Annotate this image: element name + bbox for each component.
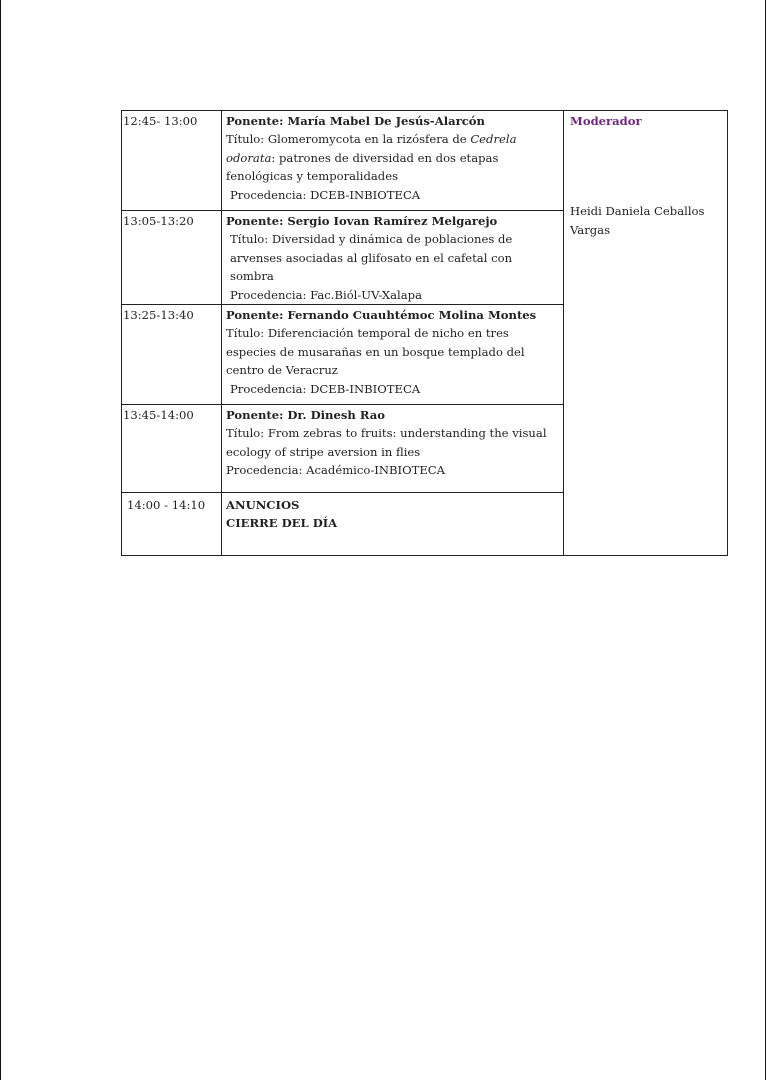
species-name: Cedrela odorata [226, 132, 517, 165]
talk-origin: Procedencia: DCEB-INBIOTECA [230, 381, 421, 396]
time-label: 12:45- 13:00 [123, 114, 198, 128]
speaker-name: Ponente: Dr. Dinesh Rao [226, 408, 385, 423]
time-label: 14:00 - 14:10 [127, 498, 206, 513]
time-label: 13:45-14:00 [123, 408, 194, 423]
speaker-name: Ponente: Sergio Iovan Ramírez Melgarejo [226, 214, 498, 228]
talk-title: Título: Diferenciación temporal de nicho en tres especies de musarañas en un bosque templado del centro de Veracruz [226, 326, 525, 378]
announcements-label: ANUNCIOS [226, 498, 300, 513]
moderator-name: Heidi Daniela Ceballos Vargas [570, 204, 705, 237]
time-cell [122, 305, 222, 405]
speaker-name: Ponente: Fernando Cuauhtémoc Molina Montes [226, 308, 537, 323]
time-cell [122, 493, 222, 556]
talk-cell [222, 493, 564, 556]
time-label: 13:25-13:40 [123, 308, 194, 323]
moderator-label: Moderador [570, 114, 642, 128]
time-cell [122, 111, 222, 211]
talk-title: Título: Glomeromycota en la rizósfera de Cedrela odorata: patrones de diversidad en dos etapas fenológicas y temporalidades [226, 132, 517, 184]
closing-label: CIERRE DEL DÍA [226, 516, 338, 531]
talk-origin: Procedencia: Fac.Biól-UV-Xalapa [230, 287, 423, 302]
moderator-cell [564, 111, 728, 556]
talk-origin: Procedencia: DCEB-INBIOTECA [230, 187, 421, 202]
time-cell [122, 405, 222, 493]
talk-cell [222, 111, 564, 211]
talk-cell [222, 211, 564, 305]
talk-title: Título: Diversidad y dinámica de poblaciones de arvenses asociadas al glifosato en el cafetal con sombra [230, 232, 513, 284]
speaker-name: Ponente: María Mabel De Jesús-Alarcón [226, 114, 485, 128]
schedule-table [121, 110, 728, 556]
time-cell [122, 211, 222, 305]
talk-title: Título: From zebras to fruits: understanding the visual ecology of stripe aversion in flies [226, 426, 547, 459]
talk-cell [222, 305, 564, 405]
table-row [122, 111, 728, 211]
time-label: 13:05-13:20 [123, 214, 194, 228]
talk-origin: Procedencia: Académico-INBIOTECA [226, 463, 446, 478]
talk-cell [222, 405, 564, 493]
